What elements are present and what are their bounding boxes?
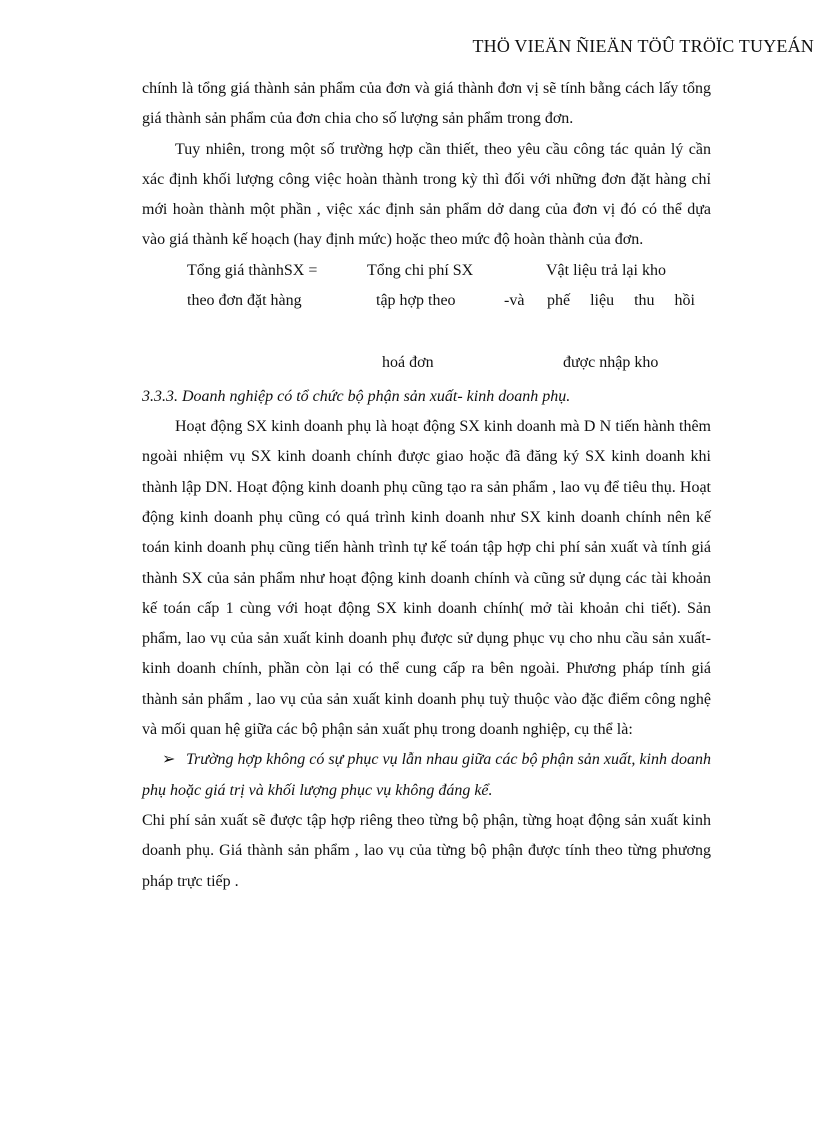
section-heading: 3.3.3. Doanh nghiệp có tổ chức bộ phận sản xuất- kinh doanh phụ. <box>142 387 571 405</box>
formula-warehoused-label: được nhập kho <box>563 353 659 371</box>
formula-scrap-recovered-label: phế liệu thu hồi <box>547 291 695 309</box>
paragraph-1: chính là tổng giá thành sản phẩm của đơn và giá thành đơn vị sẽ tính bằng cách lấy tổng giá thành sản phẩm của đơn chia cho số lượng sản phẩm trong đơn. <box>142 80 711 128</box>
paragraph-3: Hoạt động SX kinh doanh phụ là hoạt động SX kinh doanh mà D N tiến hành thêm ngoài nhiệm vụ SX kinh doanh chính được giao hoặc đã đăng ký SX kinh doanh khi thành lập DN. Hoạt động kinh doanh phụ cũng tạo ra sản phẩm , lao vụ để tiêu thụ. Hoạt động kinh doanh phụ cũng có quá trình kinh doanh như SX kinh doanh chính nên kế toán kinh doanh phụ cũng tiến hành trình tự kế toán tập hợp chi phí sản xuất và tính giá thành SX của sản phẩm như hoạt động kinh doanh chính và cũng sử dụng các tài khoản kế toán cấp 1 cùng với hoạt động SX kinh doanh chính( mở tài khoản chi tiết). Sản phẩm, lao vụ của sản xuất kinh doanh phụ được sử dụng phục vụ cho nhu cầu sản xuất- kinh doanh chính, phần còn lại có thể cung cấp ra bên ngoài. Phương pháp tính giá thành sản phẩm , lao vụ của sản xuất kinh doanh phụ tuỳ thuộc vào đặc điểm công nghệ và mối quan hệ giữa các bộ phận sản xuất phụ trong doanh nghiệp, cụ thể là: <box>142 418 711 739</box>
formula-invoice-label: hoá đơn <box>382 353 434 371</box>
formula-returned-material-label: Vật liệu trả lại kho <box>546 261 666 279</box>
formula-total-cost-label: Tổng giá thànhSX = <box>187 261 318 279</box>
bullet-item <box>142 745 711 806</box>
formula-operator: -và <box>504 291 525 309</box>
formula-by-order-label: theo đơn đặt hàng <box>187 291 302 309</box>
formula-total-expense-label: Tổng chi phí SX <box>367 261 474 279</box>
formula-collected-by-label: tập hợp theo <box>376 291 456 309</box>
paragraph-2: Tuy nhiên, trong một số trường hợp cần thiết, theo yêu cầu công tác quản lý cần xác định khối lượng công việc hoàn thành trong kỳ thì đối với những đơn đặt hàng chỉ mới hoàn thành một phần , việc xác định sản phẩm dở dang của đơn vị đó có thể dựa vào giá thành kế hoạch (hay định mức) hoặc theo mức độ hoàn thành của đơn. <box>142 140 711 249</box>
page-header-title: THÖ VIEÄN ÑIEÄN TÖÛ TRÖÏC TUYEÁN <box>472 36 814 56</box>
cost-formula <box>142 256 711 382</box>
paragraph-4: Chi phí sản xuất sẽ được tập hợp riêng theo từng bộ phận, từng hoạt động sản xuất kinh doanh phụ. Giá thành sản phẩm , lao vụ của từng bộ phận được tính theo từng phương pháp trực tiếp . <box>142 811 711 890</box>
bullet-text: Trường hợp không có sự phục vụ lẫn nhau giữa các bộ phận sản xuất, kinh doanh phụ hoặc giá trị và khối lượng phục vụ không đáng kể. <box>142 751 711 799</box>
document-body <box>142 74 711 897</box>
arrow-bullet-icon: ➢ <box>162 751 176 769</box>
